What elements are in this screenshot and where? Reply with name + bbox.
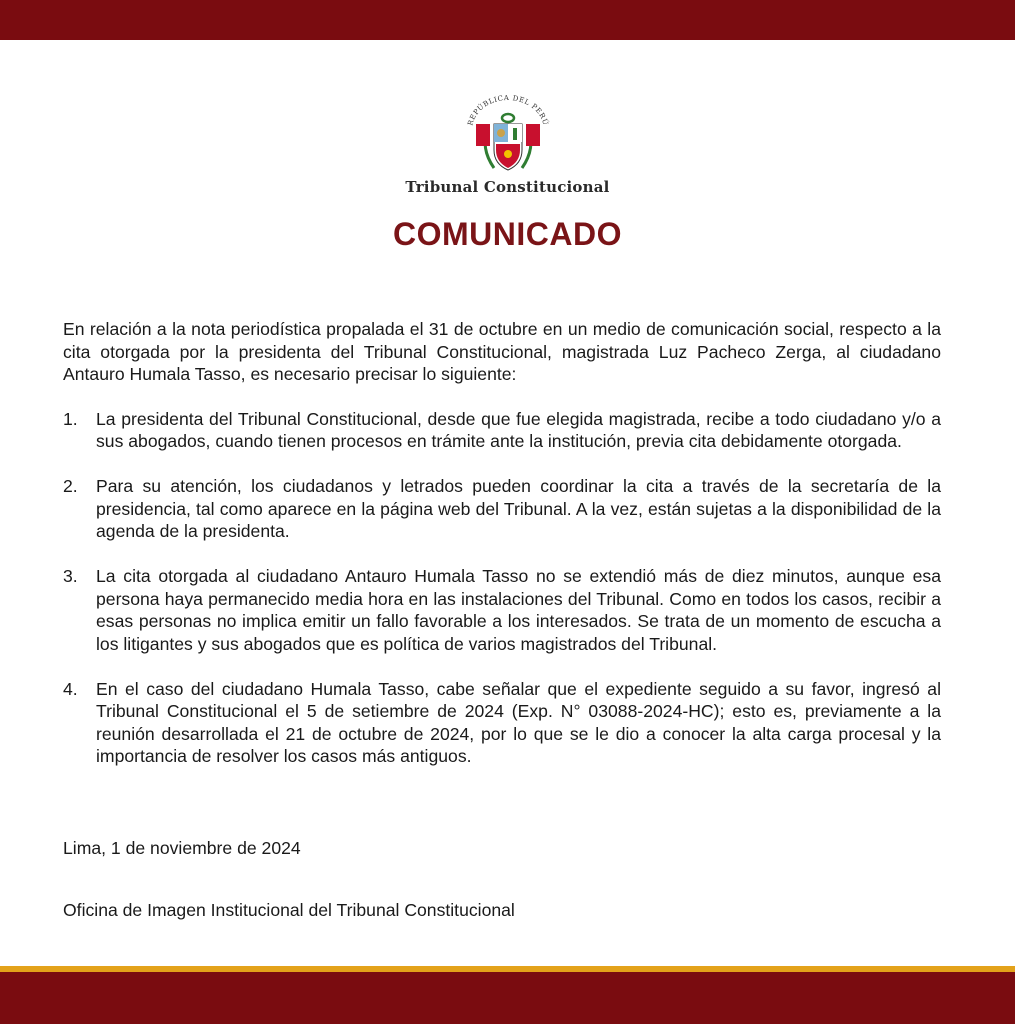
top-banner bbox=[0, 0, 1015, 40]
item-text: En el caso del ciudadano Humala Tasso, cabe señalar que el expediente seguido a su favor, ingresó al Tribunal Constitucional el 5 de setiembre de 2024 (Exp. N° 03088-2024-HC); esto es, previamente a la reunión desarrollada el 21 de octubre de 2024, por lo que se le dio a conocer la alta carga procesal y la importancia de resolver los casos más antiguos. bbox=[96, 678, 941, 766]
item-number: 1. bbox=[63, 408, 78, 429]
signature-line: Oficina de Imagen Institucional del Tribunal Constitucional bbox=[63, 900, 515, 920]
item-number: 3. bbox=[63, 566, 78, 586]
list-item bbox=[63, 678, 941, 768]
date-line: Lima, 1 de noviembre de 2024 bbox=[63, 838, 301, 858]
intro-paragraph: En relación a la nota periodística propalada el 31 de octubre en un medio de comunicación social, respecto a la cita otorgada por la presidenta del Tribunal Constitucional, magistrada Luz Pacheco Zerga, al ciudadano Antauro Humala Tasso, es necesario precisar lo siguiente: bbox=[63, 319, 941, 384]
item-text: Para su atención, los ciudadanos y letrados pueden coordinar la cita a través de la secretaría de la presidencia, tal como aparece en la página web del Tribunal. A la vez, están sujetas a la disponibilidad de la agenda de la presidenta. bbox=[96, 476, 941, 541]
list-item bbox=[63, 408, 941, 453]
item-text: La cita otorgada al ciudadano Antauro Humala Tasso no se extendió más de diez minutos, aunque esa persona haya permanecido media hora en las instalaciones del Tribunal. Como en todos los casos, recibir a esas personas no implica emitir un fallo favorable a los interesados. Se trata de un momento de escucha a los litigantes y sus abogados que es política de varios magistrados del Tribunal. bbox=[96, 566, 941, 654]
item-number: 4. bbox=[63, 678, 78, 699]
svg-text:REPÚBLICA DEL PERÚ: REPÚBLICA DEL PERÚ bbox=[466, 93, 550, 127]
item-text: La presidenta del Tribunal Constitucional, desde que fue elegida magistrada, recibe a todo ciudadano y/o a sus abogados, cuando tienen procesos en trámite ante la institución, previa cita debidamente otorgada. bbox=[96, 408, 941, 451]
points-list bbox=[63, 408, 941, 768]
peru-coat-of-arms-icon bbox=[458, 92, 558, 182]
list-item bbox=[63, 475, 941, 543]
list-item bbox=[63, 565, 941, 655]
communique-body bbox=[63, 318, 941, 790]
bottom-banner bbox=[0, 972, 1015, 1024]
item-number: 2. bbox=[63, 476, 78, 496]
institution-name: Tribunal Constitucional bbox=[405, 178, 610, 196]
page-title: COMUNICADO bbox=[393, 216, 622, 252]
